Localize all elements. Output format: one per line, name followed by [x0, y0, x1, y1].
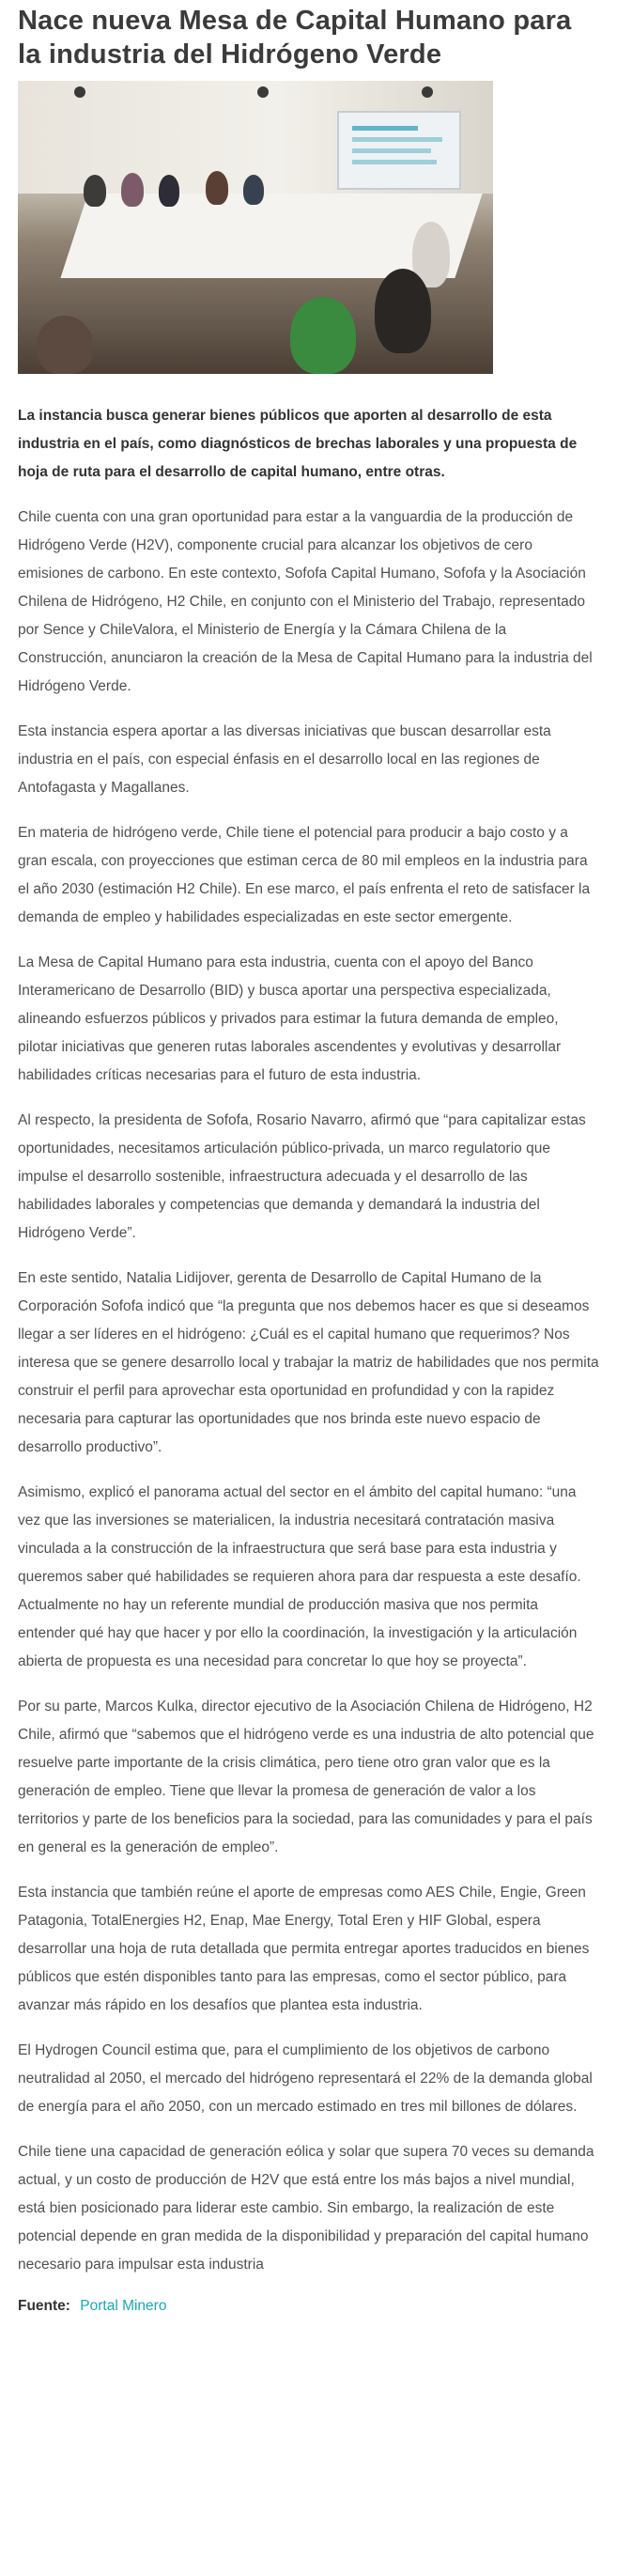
paragraph: Asimismo, explicó el panorama actual del sector en el ámbito del capital humano: “una vez que las inversiones se materialicen, la industria necesitará contratación masiva vinculada a la construcción de la infraestructura que será base para esta industria y queremos saber qué habilidades se requieren ahora para dar respuesta a este desafío. Actualmente no hay un referente mundial de producción masiva que nos permita entender qué hay que hacer y por ello la coordinación, la investigación y la articulación abierta de propuesta es una necesidad para concretar lo que hoy se proyecta”. — [18, 1484, 581, 1669]
paragraph: Por su parte, Marcos Kulka, director ejecutivo de la Asociación Chilena de Hidrógeno, H2 Chile, afirmó que “sabemos que el hidrógeno verde es una industria de alto potencial que resuelve parte importante de la crisis climática, pero tiene otro gran valor que es la generación de empleo. Tiene que llevar la promesa de generación de valor a los territorios y parte de los beneficios para la sociedad, para las comunidades y para el país en general es la generación de empleo”. — [18, 1699, 594, 1855]
paragraph: El Hydrogen Council estima que, para el cumplimiento de los objetivos de carbono neutralidad al 2050, el mercado del hidrógeno representará el 22% de la demanda global de energía para el año 2050, con un mercado estimado en tres mil billones de dólares. — [18, 2042, 593, 2115]
article-title: Nace nueva Mesa de Capital Humano para la industria del Hidrógeno Verde — [18, 6, 572, 70]
paragraph: Esta instancia que también reúne el aporte de empresas como AES Chile, Engie, Green Patagonia, TotalEnergies H2, Enap, Mae Energy, Total Eren y HIF Global, espera desarrollar una hoja de ruta detallada que permita entregar aportes traducidos en bienes públicos que estén disponibles tanto para las empresas, como el sector público, para avanzar más rápido en los desafíos que plantea esta industria. — [18, 1885, 590, 2013]
paragraph: Chile cuenta con una gran oportunidad para estar a la vanguardia de la producción de Hidrógeno Verde (H2V), componente crucial para alcanzar los objetivos de cero emisiones de carbono. En este contexto, Sofofa Capital Humano, Sofofa y la Asociación Chilena de Hidrógeno, H2 Chile, en conjunto con el Ministerio del Trabajo, representado por Sence y ChileValora, el Ministerio de Energía y la Cámara Chilena de la Construcción, anunciaron la creación de la Mesa de Capital Humano para la industria del Hidrógeno Verde. — [18, 509, 593, 694]
meeting-photo — [18, 81, 493, 374]
paragraph: Esta instancia espera aportar a las diversas iniciativas que buscan desarrollar esta industria en el país, con especial énfasis en el desarrollo local en las regiones de Antofagasta y Magallanes. — [18, 723, 551, 796]
article-body — [18, 504, 599, 2279]
article-source — [18, 2292, 599, 2320]
article-lead: La instancia busca generar bienes públicos que aporten al desarrollo de esta industria en el país, como diagnósticos de brechas laborales y una propuesta de hoja de ruta para el desarrollo de capital humano, entre otras. — [18, 408, 578, 480]
paragraph: En este sentido, Natalia Lidijover, gerenta de Desarrollo de Capital Humano de la Corporación Sofofa indicó que “la pregunta que nos debemos hacer es que si deseamos llegar a ser líderes en el hidrógeno: ¿Cuál es el capital humano que requerimos? Nos interesa que se genere desarrollo local y trabajar la matriz de habilidades que nos permita construir el perfil para aprovechar esta oportunidad en profundidad y con la rapidez necesaria para capturar las oportunidades que nos brinda este nuevo espacio de desarrollo productivo”. — [18, 1270, 599, 1455]
paragraph: En materia de hidrógeno verde, Chile tiene el potencial para producir a bajo costo y a gran escala, con proyecciones que estiman cerca de 80 mil empleos en la industria para el año 2030 (estimación H2 Chile). En ese marco, el país enfrenta el reto de satisfacer la demanda de empleo y habilidades especializadas en este sector emergente. — [18, 825, 591, 925]
paragraph: Chile tiene una capacidad de generación eólica y solar que supera 70 veces su demanda actual, y un costo de producción de H2V que está entre los más bajos a nivel mundial, está bien posicionado para liderar este cambio. Sin embargo, la realización de este potencial depende en gran medida de la disponibilidad y preparación del capital humano necesario para impulsar esta industria — [18, 2144, 594, 2273]
paragraph: La Mesa de Capital Humano para esta industria, cuenta con el apoyo del Banco Interamericano de Desarrollo (BID) y busca aportar una perspectiva especializada, alineando esfuerzos públicos y privados para estimar la futura demanda de empleo, pilotar iniciativas que generen rutas laborales ascendentes y evolutivas y desarrollar habilidades críticas necesarias para el futuro de esta industria. — [18, 954, 562, 1083]
source-label: Fuente: — [18, 2298, 70, 2314]
paragraph: Al respecto, la presidenta de Sofofa, Rosario Navarro, afirmó que “para capitalizar estas oportunidades, necesitamos articulación público-privada, un marco regulatorio que impulse el desarrollo sostenible, infraestructura adecuada y el desarrollo de las habilidades laborales y competencias que demanda y demandará la industria del Hidrógeno Verde”. — [18, 1112, 586, 1241]
source-link[interactable]: Portal Minero — [80, 2298, 167, 2314]
